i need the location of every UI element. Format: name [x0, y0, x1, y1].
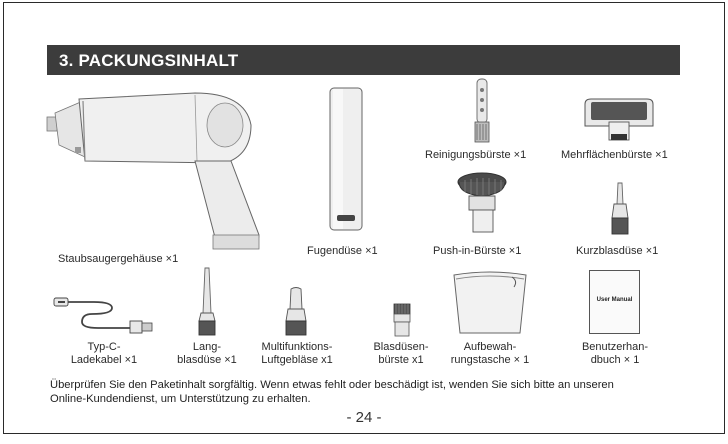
section-header — [47, 45, 680, 75]
storage-bag-image — [452, 267, 528, 335]
footer-line-1: Überprüfen Sie den Paketinhalt sorgfältig. Wenn etwas fehlt oder beschädigt ist, wenden Sie sich bitte an unseren — [50, 379, 614, 391]
section-title: 3. PACKUNGSINHALT — [59, 51, 239, 70]
manual-label-line1: Benutzerhan- — [581, 341, 649, 353]
blower-label-line2: Luftgebläse x1 — [261, 354, 333, 366]
page-number: - 24 - — [346, 409, 382, 426]
cable-label-line1: Typ-C- — [87, 341, 121, 353]
long-blow-nozzle-image — [196, 267, 218, 337]
multifunction-blower-image — [283, 287, 309, 337]
crevice-label: Fugendüse ×1 — [307, 245, 378, 257]
vacuum-housing-image — [45, 85, 275, 255]
long-nozzle-label-line1: Lang- — [192, 341, 222, 353]
footer-note — [50, 378, 690, 406]
manual-cover-text: User Manual — [596, 297, 633, 303]
blower-label-line1: Multifunktions- — [261, 341, 333, 353]
storage-bag-label-line1: Aufbewah- — [463, 341, 517, 353]
cable-label-line2: Ladekabel ×1 — [70, 354, 138, 366]
user-manual-image — [589, 270, 640, 334]
nozzle-brush-label-line2: bürste x1 — [378, 354, 424, 366]
crevice-nozzle-image — [329, 87, 363, 231]
nozzle-brush-label-line1: Blasdüsen- — [373, 341, 429, 353]
multi-surface-brush-label: Mehrflächenbürste ×1 — [561, 149, 668, 161]
nozzle-brush-image — [390, 302, 414, 338]
multi-surface-brush-image — [583, 98, 655, 144]
housing-label: Staubsaugergehäuse ×1 — [58, 253, 179, 265]
cleaning-brush-label: Reinigungsbürste ×1 — [425, 149, 527, 161]
footer-line-2: Online-Kundendienst, um Unterstützung zu erhalten. — [50, 393, 311, 405]
short-blow-nozzle-label: Kurzblasdüse ×1 — [576, 245, 659, 257]
manual-label-line2: dbuch × 1 — [590, 354, 640, 366]
push-in-brush-label: Push-in-Bürste ×1 — [433, 245, 522, 257]
usb-c-cable-image — [52, 292, 156, 334]
cleaning-brush-image — [470, 78, 494, 144]
short-blow-nozzle-image — [609, 182, 631, 236]
long-nozzle-label-line2: blasdüse ×1 — [177, 354, 237, 366]
push-in-brush-image — [455, 170, 509, 234]
storage-bag-label-line2: rungstasche × 1 — [450, 354, 530, 366]
